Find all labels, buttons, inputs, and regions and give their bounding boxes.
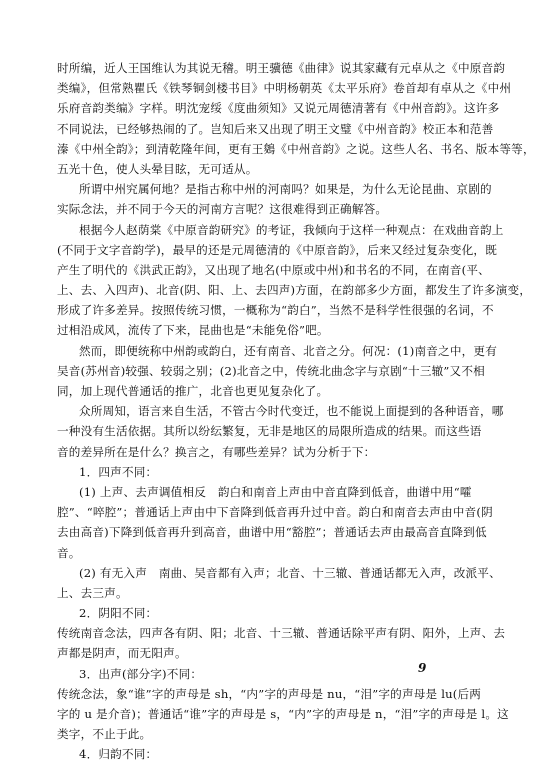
- text-line: 音的差异所在是什么？换言之，有哪些差异？试为分析于下：: [57, 444, 376, 459]
- section-heading-yin-yang: 2．阴阳不同：: [79, 606, 158, 621]
- paragraph-start-line: 所谓中州究属何地？是指古称中州的河南吗？如果是，为什么无论昆曲、京剧的: [79, 182, 492, 197]
- text-line: 一种没有生活依据。其所以纷纭繁复，无非是地区的局限所造成的结果。而这些语: [57, 424, 482, 439]
- page-number: 9: [418, 661, 427, 675]
- text-line: 过相沿成风，流传了下来，昆曲也是“未能免俗”吧。: [57, 323, 329, 338]
- paragraph-start-line: (1) 上声、去声调值相反 韵白和南音上声由中音直降到低音，曲谱中用“嚯: [79, 484, 472, 499]
- text-line: 不同说法，已经够热闹的了。岂知后来又出现了明王文璧《中州音韵》校正本和范善: [57, 121, 494, 136]
- text-line: 字的 u 是介音)；普通话“谁”字的声母是 s，“内”字的声母是 n，“泪”字的声母是 l。这: [57, 707, 509, 721]
- text-line: 吴音(苏州音)较强、较弱之别；(2)北音之中，传统北曲念字与京剧“十三辙”又不相: [57, 363, 485, 378]
- text-line: (不同于文字音韵学)，最早的还是元周德清的《中原音韵》，后来又经过复杂变化，既: [57, 242, 498, 257]
- text-line: 腔”、“啐腔”；普通话上声由中下音降到低音再升过中音。韵白和南音去声由中音(阴: [57, 505, 493, 520]
- text-line: 溱《中州全韵》；到清乾隆年间，更有王鵕《中州音韵》之说。这些人名、书名、版本等等，: [57, 141, 535, 156]
- text-line: 形成了许多差异。按照传统习惯，一概称为“韵白”，当然不是科学性很强的名词，不: [57, 303, 494, 318]
- section-heading-finals: 4．归韵不同：: [79, 747, 158, 762]
- text-line: 实际念法，并不同于今天的河南方言呢？这很难得到正确解答。: [57, 202, 388, 217]
- section-heading-initials: 3．出声(部分字)不同：: [79, 666, 203, 681]
- text-line: 去由高音)下降到低音再升到高音，曲谱中用“豁腔”；普通话去声由最高音直降到低: [57, 525, 487, 540]
- text-line: 类编》，但常熟瞿氏《铁琴铜剑楼书目》中明杨朝英《太平乐府》卷首却有卓从之《中州: [57, 81, 512, 96]
- document-page: [57, 58, 535, 762]
- section-heading-four-tones: 1．四声不同：: [79, 464, 158, 479]
- text-line: 乐府音韵类编》字样。明沈宠绥《度曲须知》又说元周德清著有《中州音韵》。这许多: [57, 101, 500, 116]
- text-line: 类字，不止于此。: [57, 727, 152, 742]
- paragraph-start-line: 根据今人赵荫棠《中原音韵研究》的考证，我倾向于这样一种观点：在戏曲音韵上: [79, 222, 504, 237]
- text-line: 传统南音念法，四声各有阴、阳；北音、十三辙、普通话除平声有阴、阳外，上声、去: [57, 626, 506, 641]
- text-line: 时所编，近人王国维认为其说无稽。明王骥德《曲律》说其家藏有元卓从之《中原音韵: [57, 61, 506, 75]
- text-line: 上、去三声。: [57, 585, 128, 600]
- text-line: 同，加上现代普通话的推广，北音也更见复杂化了。: [57, 384, 329, 398]
- text-line: 传统念法，象“谁”字的声母是 sh，“内”字的声母是 nu，“泪”字的声母是 lu(后两: [57, 686, 482, 701]
- text-line: 音。: [57, 545, 81, 560]
- text-line: 五光十色，使人头晕目眩，无可适从。: [57, 161, 258, 176]
- text-line: 上、去、入四声)、北音(阴、阳、上、去四声)方面，在韵部多少方面，都发生了许多演变，: [57, 283, 532, 298]
- text-line: 声都是阴声，而无阳声。: [57, 646, 187, 661]
- paragraph-start-line: 众所周知，语言来自生活，不管古今时代变迁，也不能说上面提到的各种语音，哪: [79, 404, 504, 419]
- paragraph-start-line: 然而，即便统称中州韵或韵白，还有南音、北音之分。何况：(1)南音之中，更有: [79, 343, 498, 358]
- paragraph-start-line: (2) 有无入声 南曲、吴音都有入声；北音、十三辙、普通话都无入声，改派平、: [79, 565, 501, 580]
- text-line: 产生了明代的《洪武正韵》，又出现了地名(中原或中州)和书名的不同，在南音(平、: [57, 262, 490, 277]
